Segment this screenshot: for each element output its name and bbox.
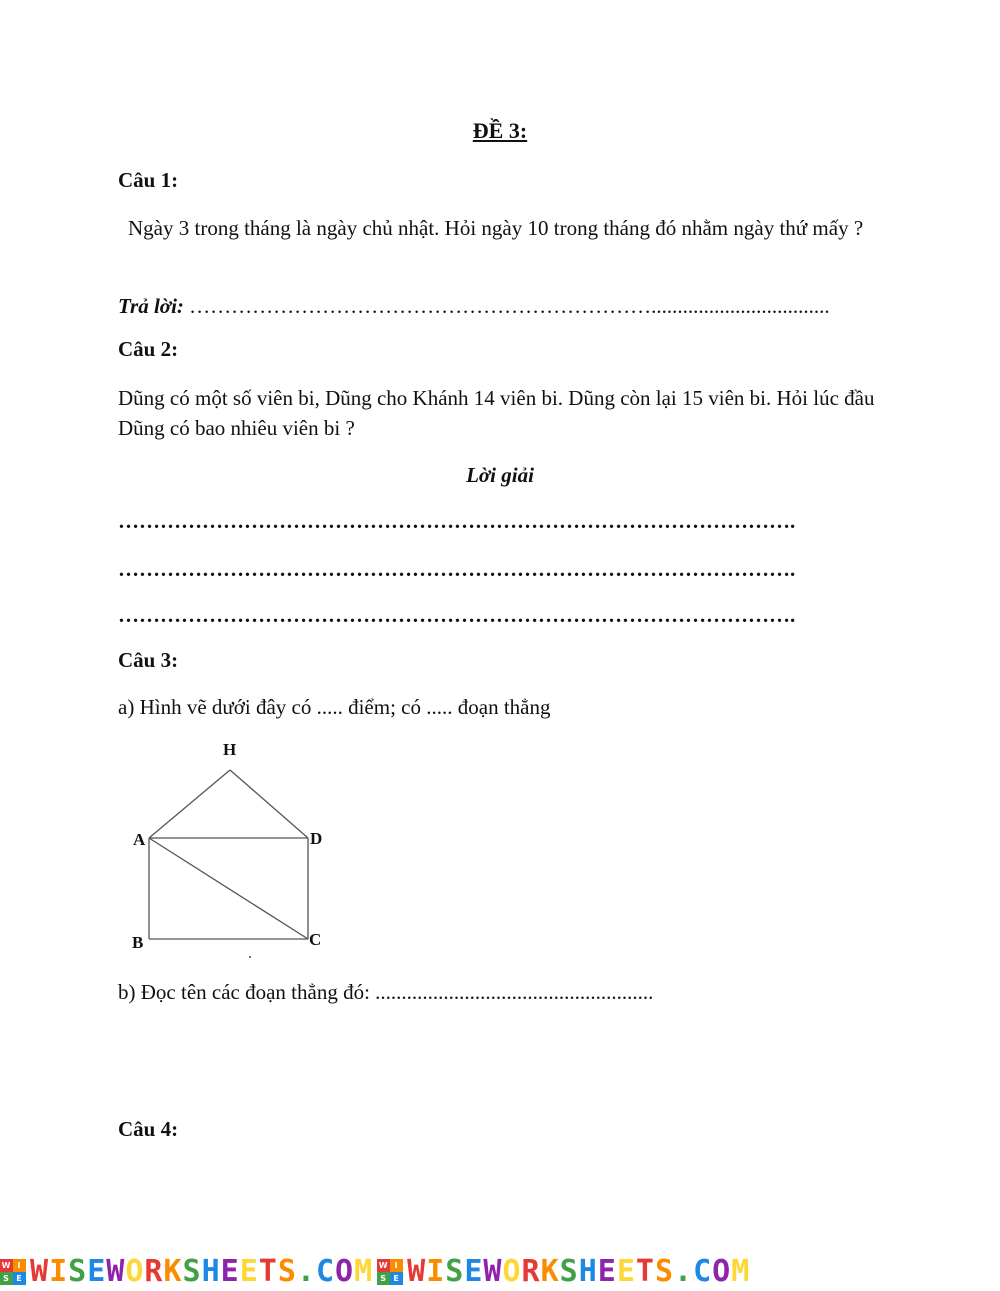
question-3b-text: b) Đọc tên các đoạn thẳng đó: ..................................................... [118, 980, 654, 1004]
brand-logo: W I S E [0, 1259, 26, 1285]
brand-text: WISEWORKSHEETS.COM [30, 1254, 374, 1289]
point-label-h: H [223, 740, 237, 759]
segment-ac [149, 838, 308, 939]
segment-hd [230, 770, 308, 838]
solution-line[interactable]: ……………………………………………………………………………………. [118, 603, 796, 627]
point-label-d: D [310, 829, 323, 848]
question-3a-text: a) Hình vẽ dưới đây có ..... điểm; có ..... đoạn thẳng [118, 695, 551, 719]
answer-row [118, 291, 830, 321]
question-4-label: Câu 4: [118, 1117, 179, 1141]
page-title: ĐỀ 3: [472, 118, 528, 143]
question-3-label: Câu 3: [118, 648, 179, 672]
brand-block [0, 1255, 373, 1289]
solution-heading: Lời giải [466, 463, 534, 487]
brand-text: WISEWORKSHEETS.COM [407, 1254, 751, 1289]
question-1-label: Câu 1: [118, 168, 179, 192]
question-2-text: Dũng có một số viên bi, Dũng cho Khánh 14 viên bi. Dũng còn lại 15 viên bi. Hỏi lúc đầu Dũng có bao nhiêu viên bi ? [118, 386, 875, 440]
geometry-figure [120, 735, 340, 965]
solution-line[interactable]: ……………………………………………………………………………………. [118, 509, 796, 533]
question-1-text: Ngày 3 trong tháng là ngày chủ nhật. Hỏi ngày 10 trong tháng đó nhằm ngày thứ mấy ? [128, 216, 864, 240]
question-2-label: Câu 2: [118, 337, 179, 361]
answer-dots[interactable]: ………………………………………………………….................................. [189, 294, 830, 318]
footer-watermark [0, 1252, 1000, 1291]
point-label-c: C [309, 930, 322, 949]
brand-logo: W I S E [377, 1259, 403, 1285]
stray-mark [249, 956, 251, 958]
segment-ah [149, 770, 230, 838]
answer-label: Trả lời: [118, 294, 184, 318]
solution-line[interactable]: ……………………………………………………………………………………. [118, 557, 796, 581]
point-label-a: A [133, 830, 146, 849]
point-label-b: B [132, 933, 144, 952]
brand-block [377, 1255, 750, 1289]
